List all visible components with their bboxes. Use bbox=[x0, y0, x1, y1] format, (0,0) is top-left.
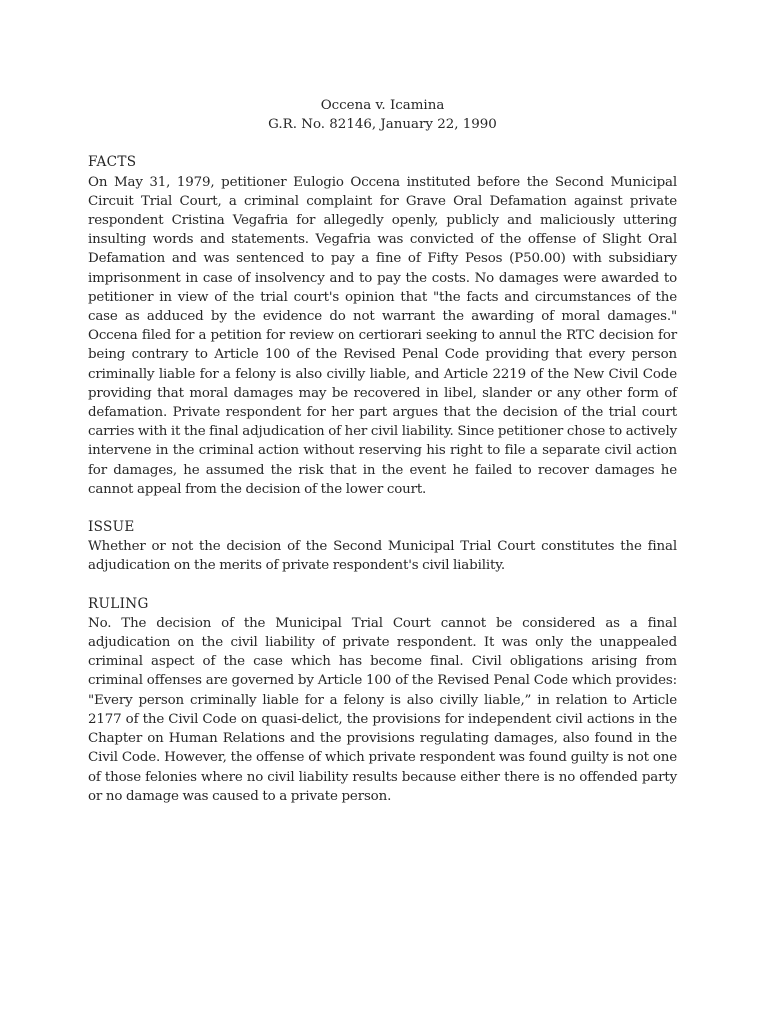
facts-body: On May 31, 1979, petitioner Eulogio Occena instituted before the Second Municipal Circuit Trial Court, a criminal complaint for Grave Oral Defamation against private respondent Cristina Vegafria for allegedly openly, publicly and maliciously uttering insulting words and statements. Vegafria was convicted of the offense of Slight Oral Defamation and was sentenced to pay a fine of Fifty Pesos (P50.00) with subsidiary imprisonment in case of insolvency and to pay the costs. No damages were awarded to petitioner in view of the trial court's opinion that "the facts and circumstances of the case as adduced by the evidence do not warrant the awarding of moral damages." Occena filed for a petition for review on certiorari seeking to annul the RTC decision for being contrary to Article 100 of the Revised Penal Code providing that every person criminally liable for a felony is also civilly liable, and Article 2219 of the New Civil Code providing that moral damages may be recovered in libel, slander or any other form of defamation. Private respondent for her part argues that the decision of the trial court carries with it the final adjudication of her civil liability. Since petitioner chose to actively intervene in the criminal action without reserving his right to file a separate civil action for damages, he assumed the risk that in the event he failed to recover damages he cannot appeal from the decision of the lower court. bbox=[88, 174, 677, 497]
case-header bbox=[88, 96, 677, 134]
issue-heading: ISSUE bbox=[88, 519, 135, 536]
case-title: Occena v. Icamina bbox=[320, 98, 445, 113]
ruling-heading: RULING bbox=[88, 595, 149, 612]
case-citation: G.R. No. 82146, January 22, 1990 bbox=[268, 117, 497, 133]
issue-body: Whether or not the decision of the Second Municipal Trial Court constitutes the final adjudication on the merits of private respondent's civil liability. bbox=[88, 539, 677, 574]
ruling-section bbox=[88, 595, 677, 806]
issue-section bbox=[88, 518, 677, 576]
ruling-body: No. The decision of the Municipal Trial Court cannot be considered as a final adjudication on the civil liability of private respondent. It was only the unappealed criminal aspect of the case which has become final. Civil obligations arising from criminal offenses are governed by Article 100 of the Revised Penal Code which provides: "Every person criminally liable for a felony is also civilly liable,” in relation to Article 2177 of the Civil Code on quasi-delict, the provisions for independent civil actions in the Chapter on Human Relations and the provisions regulating damages, also found in the Civil Code. However, the offense of which private respondent was found guilty is not one of those felonies where no civil liability results because either there is no offended party or no damage was caused to a private person. bbox=[88, 615, 677, 804]
facts-section bbox=[88, 153, 677, 499]
document-page bbox=[88, 96, 677, 806]
facts-heading: FACTS bbox=[88, 154, 137, 171]
